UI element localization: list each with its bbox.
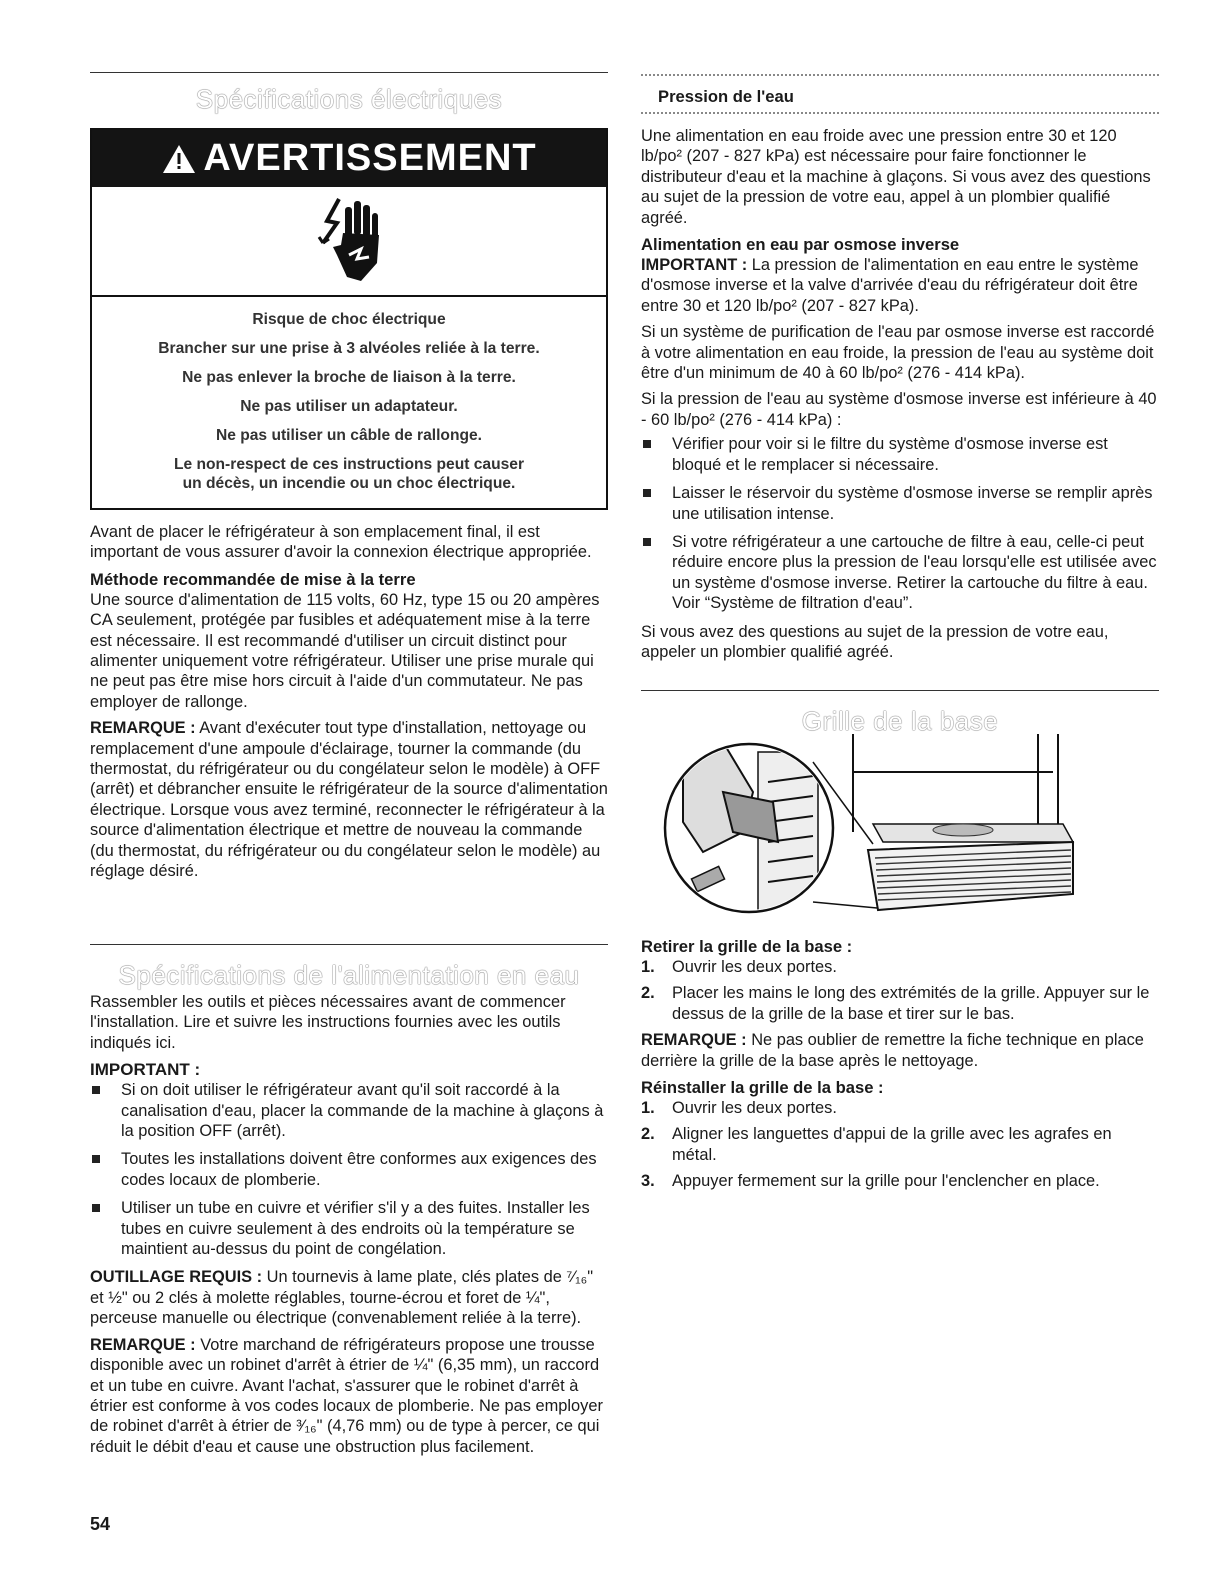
remove-steps bbox=[641, 957, 1159, 1024]
left-column bbox=[90, 522, 608, 882]
warning-icon-area bbox=[92, 187, 606, 297]
water-intro: Rassembler les outils et pièces nécessaires avant de commencer l'installation. Lire et suivre les instructions fournies avec les outils indiqués ici. bbox=[90, 993, 566, 1052]
electrical-remark bbox=[90, 718, 608, 881]
reinstall-steps bbox=[641, 1098, 1159, 1192]
warning-line-1: Risque de choc électrique bbox=[252, 311, 446, 328]
ro-important bbox=[641, 255, 1159, 316]
base-grille-illustration bbox=[663, 732, 1083, 924]
warning-line-5: Ne pas utiliser un câble de rallonge. bbox=[215, 427, 483, 444]
ro-heading: Alimentation en eau par osmose inverse bbox=[641, 235, 960, 255]
ro-item-1: Vérifier pour voir si le filtre du système d'osmose inverse est bloqué et le remplacer si nécessaire. bbox=[641, 434, 1159, 475]
grille-remark bbox=[641, 1030, 1159, 1071]
reinstall-step-2: 2. Aligner les languettes d'appui de la grille avec les agrafes en métal. bbox=[641, 1125, 1112, 1164]
dotted-rule-bottom bbox=[641, 112, 1159, 114]
warning-header bbox=[92, 130, 606, 187]
important-item-3: Utiliser un tube en cuivre et vérifier s'il y a des fuites. Installer les tubes en cuivre seulement à des endroits où la température se maintient au-dessus du point de congélation. bbox=[90, 1198, 608, 1259]
warning-text bbox=[92, 297, 606, 493]
dotted-rule-top bbox=[641, 74, 1159, 76]
reinstall-step-1: 1. Ouvrir les deux portes. bbox=[641, 1099, 837, 1118]
mid-rule-left bbox=[90, 944, 608, 945]
important-list bbox=[90, 1080, 608, 1259]
remark-text: Avant d'exécuter tout type d'installation, nettoyage ou remplacement d'une ampoule d'éclairage, tourner la commande (du thermostat, du réfrigérateur ou du congélateur selon le modèle) à OFF (arrêt) et débrancher ensuite le réfrigérateur de la source d'alimentation électrique. Lorsque vous avez terminé, reconnecter le réfrigérateur à la source d'alimentation électrique et mettre de nouveau la commande (du thermostat, du réfrigérateur ou du congélateur selon le modèle) au réglage désiré. bbox=[90, 719, 608, 881]
ro-item-3: Si votre réfrigérateur a une cartouche de filtre à eau, celle-ci peut réduire encore plus la pression de l'eau lorsqu'elle est utilisée avec un système d'osmose inverse. Retirer la cartouche du filtre à eau. Voir “Système de filtration d'eau”. bbox=[641, 532, 1159, 614]
pressure-text: Une alimentation en eau froide avec une pression entre 30 et 120 lb/po² (207 - 827 kPa) est nécessaire pour faire fonctionner le distributeur d'eau et la machine à glaçons. Si vous avez des questions au sujet de la pression de votre eau, appel à un plombier qualifié agréé. bbox=[641, 127, 1151, 227]
top-rule-left bbox=[90, 72, 608, 73]
tools-required bbox=[90, 1267, 608, 1328]
section-title-grille: Grille de la base bbox=[801, 706, 999, 736]
remove-step-1: 1. Ouvrir les deux portes. bbox=[641, 958, 837, 976]
warning-triangle-icon bbox=[161, 143, 197, 175]
water-remark-label: REMARQUE : bbox=[90, 1335, 196, 1354]
ro-item-2: Laisser le réservoir du système d'osmose inverse se remplir après une utilisation intense. bbox=[641, 483, 1159, 524]
electric-shock-hand-icon bbox=[309, 193, 389, 285]
ro-p3: Si la pression de l'eau au système d'osmose inverse est inférieure à 40 - 60 lb/po² (276 - 414 kPa) : bbox=[641, 390, 1157, 429]
ro-important-text: La pression de l'alimentation en eau entre le système d'osmose inverse et la valve d'arrivée d'eau du réfrigérateur doit être entre 30 et 120 lb/po² (207 - 827 kPa). bbox=[641, 256, 1139, 315]
important-item-2: Toutes les installations doivent être conformes aux exigences des codes locaux de plomberie. bbox=[90, 1149, 608, 1190]
tools-label: OUTILLAGE REQUIS : bbox=[90, 1268, 263, 1287]
important-item-1: Si on doit utiliser le réfrigérateur avant qu'il soit raccordé à la canalisation d'eau, placer la commande de la machine à glaçons à la position OFF (arrêt). bbox=[90, 1080, 608, 1141]
warning-line-4: Ne pas utiliser un adaptateur. bbox=[240, 398, 458, 415]
ro-p4: Si vous avez des questions au sujet de la pression de votre eau, appeler un plombier qualifié agréé. bbox=[641, 622, 1109, 661]
water-remark-text: Votre marchand de réfrigérateurs propose une trousse disponible avec un robinet d'arrêt à étrier de ¼" (6,35 mm), un raccord et un tube en cuivre. Avant l'achat, s'assurer que le robinet d'arrêt à étrier est conforme à vos codes locaux de plomberie. Ne pas employer de robinet d'arrêt à étrier de ³⁄₁₆" (4,76 mm) ou de type à percer, ce qui réduit le débit d'eau et cause une obstruction plus facilement. bbox=[90, 1335, 603, 1456]
warning-header-text: AVERTISSEMENT bbox=[203, 137, 537, 179]
important-heading: IMPORTANT : bbox=[90, 1060, 201, 1080]
grille-remark-text: Ne pas oublier de remettre la fiche technique en place derrière la grille de la base après le nettoyage. bbox=[641, 1031, 1144, 1070]
section-title-electrical: Spécifications électriques bbox=[195, 84, 503, 114]
section-title-water: Spécifications de l'alimentation en eau bbox=[118, 960, 580, 990]
ground-text: Une source d'alimentation de 115 volts, 60 Hz, type 15 ou 20 ampères CA seulement, protégée par fusibles et adéquatement mise à la terre est nécessaire. Il est recommandé d'utiliser un circuit distinct pour alimenter uniquement votre réfrigérateur. Utiliser une prise murale qui ne peut pas être mise hors circuit à l'aide d'un commutateur. Ne pas employer de rallonge. bbox=[90, 590, 600, 711]
remark-label: REMARQUE : bbox=[90, 719, 196, 738]
warning-line-2: Brancher sur une prise à 3 alvéoles reliée à la terre. bbox=[158, 340, 540, 357]
reinstall-heading: Réinstaller la grille de la base : bbox=[641, 1078, 884, 1098]
warning-line-3: Ne pas enlever la broche de liaison à la terre. bbox=[182, 369, 516, 386]
water-remark bbox=[90, 1335, 608, 1457]
tools-text: Un tournevis à lame plate, clés plates de ⁷⁄₁₆" et ½" ou 2 clés à molette réglables, tourne-écrou et foret de ¼", perceuse manuelle ou électrique (convenablement reliée à la terre). bbox=[90, 1268, 594, 1328]
remove-heading: Retirer la grille de la base : bbox=[641, 937, 853, 956]
ro-list bbox=[641, 434, 1159, 613]
page-number: 54 bbox=[90, 1514, 111, 1534]
reinstall-step-3: 3. Appuyer fermement sur la grille pour l'enclencher en place. bbox=[641, 1172, 1100, 1191]
remove-step-2: 2. Placer les mains le long des extrémités de la grille. Appuyer sur le dessus de la grille de la base et tirer sur le bas. bbox=[641, 984, 1150, 1023]
pressure-heading: Pression de l'eau bbox=[658, 87, 794, 106]
warning-line-7: un décès, un incendie ou un choc électrique. bbox=[182, 475, 516, 492]
electrical-intro: Avant de placer le réfrigérateur à son emplacement final, il est important de vous assurer d'avoir la connexion électrique appropriée. bbox=[90, 523, 592, 562]
ro-p2: Si un système de purification de l'eau par osmose inverse est raccordé à votre alimentation en eau froide, la pression de l'eau au système doit être d'un minimum de 40 à 60 lb/po² (276 - 414 kPa). bbox=[641, 323, 1155, 383]
grille-instructions bbox=[641, 936, 1159, 1192]
warning-box bbox=[90, 128, 608, 510]
ro-important-label: IMPORTANT : bbox=[641, 256, 748, 275]
grille-rule bbox=[641, 690, 1159, 691]
warning-line-6: Le non-respect de ces instructions peut causer bbox=[173, 456, 525, 473]
ground-heading: Méthode recommandée de mise à la terre bbox=[90, 569, 416, 589]
grille-remark-label: REMARQUE : bbox=[641, 1031, 747, 1050]
right-column bbox=[641, 126, 1159, 662]
water-section bbox=[90, 992, 608, 1457]
